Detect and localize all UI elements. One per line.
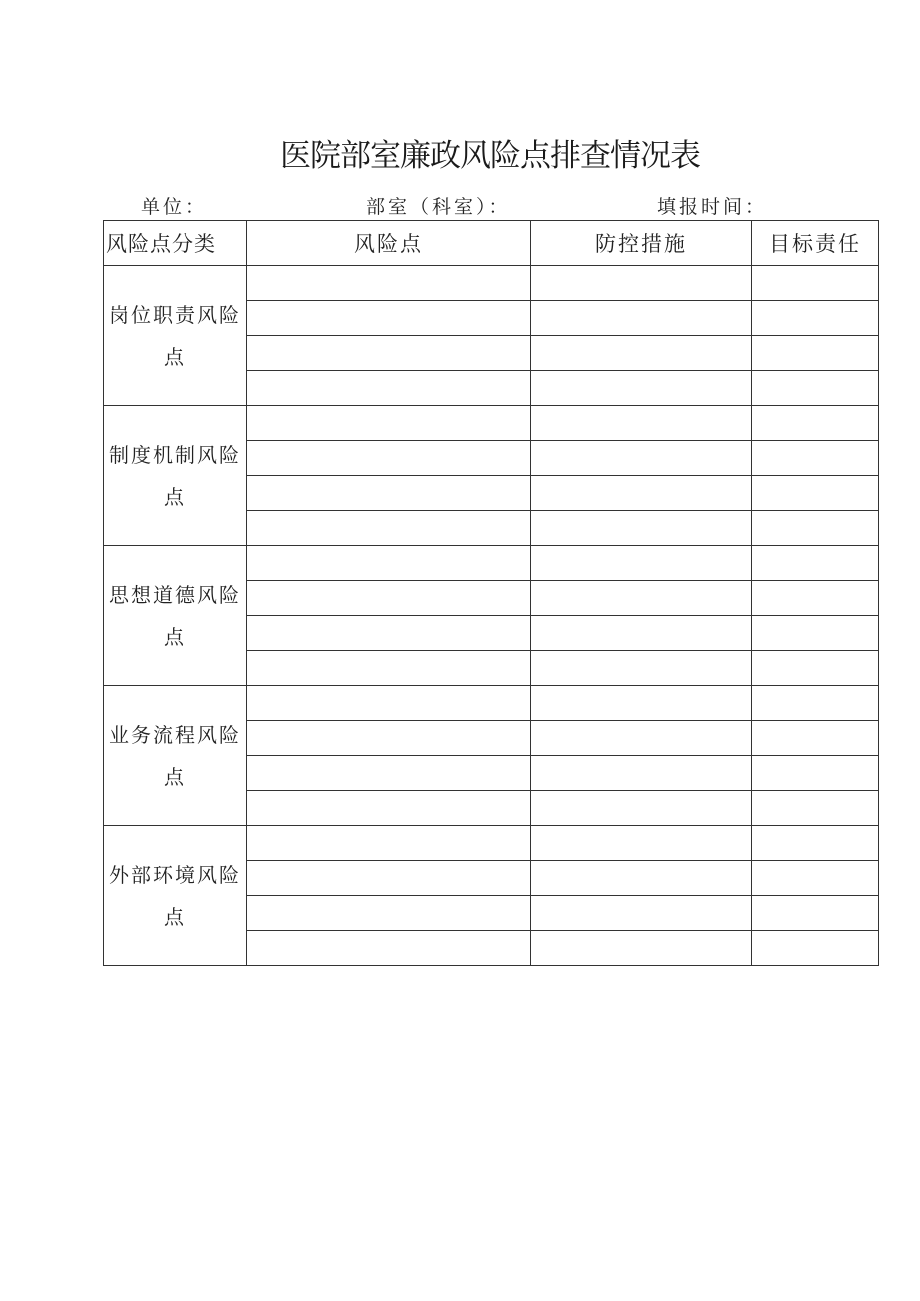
risk-point-cell[interactable] (247, 336, 531, 371)
risk-point-cell[interactable] (247, 406, 531, 441)
risk-point-cell[interactable] (247, 861, 531, 896)
table-row (104, 266, 879, 301)
risk-point-cell[interactable] (247, 756, 531, 791)
risk-category-line1: 岗位职责风险 (109, 302, 241, 327)
control-measure-cell[interactable] (531, 336, 752, 371)
risk-point-cell[interactable] (247, 476, 531, 511)
risk-point-cell[interactable] (247, 301, 531, 336)
control-measure-cell[interactable] (531, 896, 752, 931)
table-header-row (104, 221, 879, 266)
header-risk-point: 风险点 (247, 221, 531, 266)
target-responsibility-cell[interactable] (752, 511, 879, 546)
risk-point-cell[interactable] (247, 371, 531, 406)
risk-category-line1: 业务流程风险 (109, 722, 241, 747)
target-responsibility-cell[interactable] (752, 406, 879, 441)
risk-category-line2: 点 (164, 624, 186, 649)
control-measure-cell[interactable] (531, 651, 752, 686)
table-body (104, 266, 879, 966)
page-title: 医院部室廉政风险点排查情况表 (280, 138, 700, 174)
target-responsibility-cell[interactable] (752, 721, 879, 756)
control-measure-cell[interactable] (531, 511, 752, 546)
risk-category-cell (104, 686, 247, 826)
department-label: 部室（科室）： (366, 196, 511, 218)
target-responsibility-cell[interactable] (752, 581, 879, 616)
table-row (104, 546, 879, 581)
control-measure-cell[interactable] (531, 581, 752, 616)
risk-point-cell[interactable] (247, 686, 531, 721)
risk-category-line1: 制度机制风险 (109, 442, 241, 467)
risk-category-line2: 点 (164, 484, 186, 509)
risk-point-cell[interactable] (247, 896, 531, 931)
target-responsibility-cell[interactable] (752, 651, 879, 686)
control-measure-cell[interactable] (531, 616, 752, 651)
risk-point-cell[interactable] (247, 791, 531, 826)
risk-point-cell[interactable] (247, 441, 531, 476)
table-row (104, 826, 879, 861)
control-measure-cell[interactable] (531, 301, 752, 336)
target-responsibility-cell[interactable] (752, 861, 879, 896)
target-responsibility-cell[interactable] (752, 301, 879, 336)
header-control-measures: 防控措施 (531, 221, 752, 266)
risk-category-line2: 点 (164, 764, 186, 789)
risk-category-line2: 点 (164, 904, 186, 929)
target-responsibility-cell[interactable] (752, 931, 879, 966)
table-row (104, 686, 879, 721)
risk-point-cell[interactable] (247, 546, 531, 581)
control-measure-cell[interactable] (531, 546, 752, 581)
control-measure-cell[interactable] (531, 861, 752, 896)
risk-category-line1: 思想道德风险 (109, 582, 241, 607)
target-responsibility-cell[interactable] (752, 371, 879, 406)
control-measure-cell[interactable] (531, 476, 752, 511)
target-responsibility-cell[interactable] (752, 896, 879, 931)
risk-point-cell[interactable] (247, 511, 531, 546)
control-measure-cell[interactable] (531, 826, 752, 861)
target-responsibility-cell[interactable] (752, 616, 879, 651)
target-responsibility-cell[interactable] (752, 756, 879, 791)
risk-category-cell (104, 266, 247, 406)
control-measure-cell[interactable] (531, 406, 752, 441)
table-row (104, 406, 879, 441)
target-responsibility-cell[interactable] (752, 336, 879, 371)
risk-category-line1: 外部环境风险 (109, 862, 241, 887)
risk-point-cell[interactable] (247, 266, 531, 301)
target-responsibility-cell[interactable] (752, 826, 879, 861)
risk-point-cell[interactable] (247, 931, 531, 966)
risk-point-cell[interactable] (247, 651, 531, 686)
target-responsibility-cell[interactable] (752, 266, 879, 301)
target-responsibility-cell[interactable] (752, 546, 879, 581)
control-measure-cell[interactable] (531, 756, 752, 791)
control-measure-cell[interactable] (531, 791, 752, 826)
control-measure-cell[interactable] (531, 266, 752, 301)
header-category: 风险点分类 (104, 221, 247, 266)
risk-category-line2: 点 (164, 344, 186, 369)
risk-category-cell (104, 826, 247, 966)
control-measure-cell[interactable] (531, 931, 752, 966)
risk-point-cell[interactable] (247, 616, 531, 651)
risk-point-cell[interactable] (247, 721, 531, 756)
target-responsibility-cell[interactable] (752, 686, 879, 721)
unit-label: 单位： (141, 196, 208, 218)
target-responsibility-cell[interactable] (752, 791, 879, 826)
target-responsibility-cell[interactable] (752, 441, 879, 476)
control-measure-cell[interactable] (531, 721, 752, 756)
risk-category-cell (104, 406, 247, 546)
target-responsibility-cell[interactable] (752, 476, 879, 511)
risk-point-cell[interactable] (247, 581, 531, 616)
control-measure-cell[interactable] (531, 686, 752, 721)
fill-time-label: 填报时间： (657, 196, 768, 218)
control-measure-cell[interactable] (531, 441, 752, 476)
header-target-responsibility: 目标责任 (752, 221, 879, 266)
risk-point-table (103, 220, 879, 966)
risk-point-cell[interactable] (247, 826, 531, 861)
risk-category-cell (104, 546, 247, 686)
control-measure-cell[interactable] (531, 371, 752, 406)
